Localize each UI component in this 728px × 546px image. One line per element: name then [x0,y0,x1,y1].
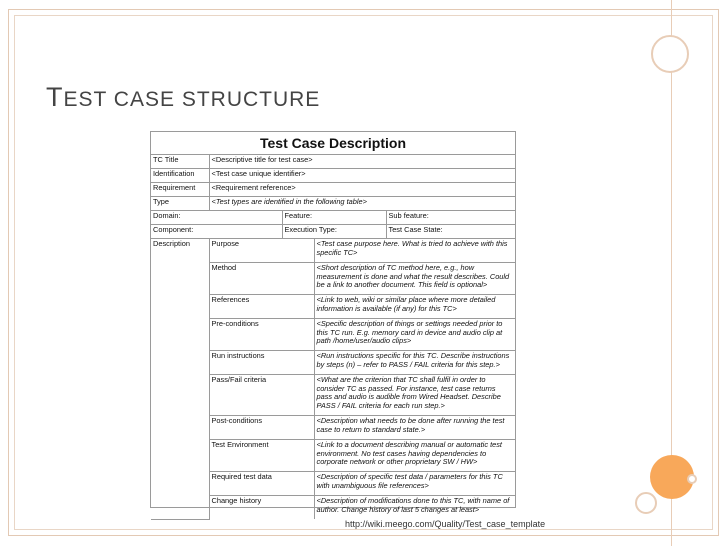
table-row [151,183,515,197]
row-label: Run instructions [209,351,314,375]
tc-title-label: TC Title [151,155,209,169]
sub-feature-label: Sub feature: [386,211,515,225]
row-label: Pass/Fail criteria [209,375,314,416]
row-label: Pre-conditions [209,319,314,351]
table-row [151,169,515,183]
feature-label: Feature: [282,211,386,225]
document-title: Test Case Description [151,132,515,155]
row-text: <Link to a document describing manual or automatic test environment. No test cases having dependencies to corporate network or other proprietary SW / HW> [314,440,515,472]
description-label: Description [151,239,209,520]
row-text: <Short description of TC method here, e.g., how measurement is done and what the result describes. Could be a link to another document. This field is optional> [314,263,515,295]
table-row [151,211,515,225]
row-text: <Description what needs to be done after running the test case to return to standard state.> [314,416,515,440]
decorative-circle-top [651,35,689,73]
source-link[interactable]: http://wiki.meego.com/Quality/Test_case_template [345,519,546,529]
row-text: <What are the criterion that TC shall fulfil in order to consider TC as passed. For instance, test case returns pass and audio is audible from Wired Headset. Describe PASS / FAIL criteria for each run step.> [314,375,515,416]
table-row [151,197,515,211]
type-value: <Test types are identified in the following table> [209,197,515,211]
slide-title-rest: EST CASE STRUCTURE [63,88,321,111]
row-text: <Test case purpose here. What is tried to achieve with this specific TC> [314,239,515,263]
row-text: <Description of modifications done to this TC, with name of author. Change history of last 5 changes at least> [314,496,515,520]
requirement-value: <Requirement reference> [209,183,515,197]
row-label: Test Environment [209,440,314,472]
table-row [151,155,515,169]
row-text: <Run instructions specific for this TC. Describe instructions by steps (n) – refer to PASS / FAIL criteria for this step.> [314,351,515,375]
type-label: Type [151,197,209,211]
table-row [151,225,515,239]
row-label: Post-conditions [209,416,314,440]
row-text: <Specific description of things or settings needed prior to this TC run. E.g. memory card in device and audio clip at path /home/user/audio clips> [314,319,515,351]
domain-label: Domain: [151,211,282,225]
row-label: Method [209,263,314,295]
decorative-circle-tiny [687,474,697,484]
component-label: Component: [151,225,282,239]
row-text: <Description of specific test data / parameters for this TC with unambiguous file references> [314,472,515,496]
row-label: Purpose [209,239,314,263]
row-label: References [209,295,314,319]
requirement-label: Requirement [151,183,209,197]
execution-type-label: Execution Type: [282,225,386,239]
test-case-state-label: Test Case State: [386,225,515,239]
slide-title [46,82,320,113]
identification-label: Identification [151,169,209,183]
tc-title-value: <Descriptive title for test case> [209,155,515,169]
test-case-document [150,131,516,514]
description-row [151,239,515,263]
identification-value: <Test case unique identifier> [209,169,515,183]
row-text: <Link to web, wiki or similar place where more detailed information is available (if any) for this TC> [314,295,515,319]
slide-title-initial: T [46,82,64,112]
test-case-table [151,155,515,520]
decorative-circle-small [635,492,657,514]
row-label: Change history [209,496,314,520]
row-label: Required test data [209,472,314,496]
